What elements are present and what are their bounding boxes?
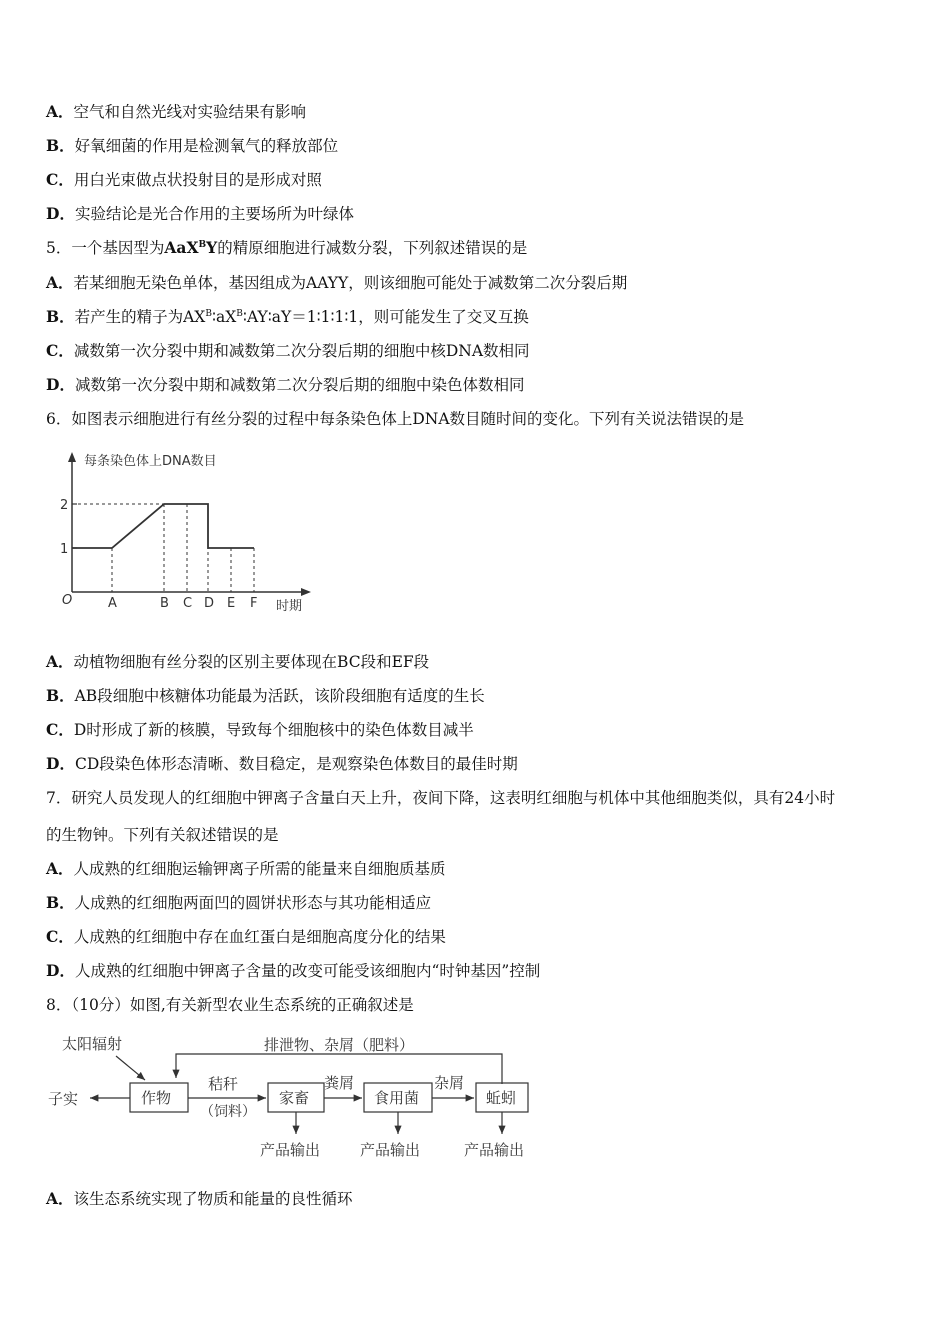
q4-option-b: B．好氧细菌的作用是检测氧气的释放部位 xyxy=(46,136,339,155)
x-tick-label: D xyxy=(204,596,215,611)
q4-option-d: D．实验结论是光合作用的主要场所为叶绿体 xyxy=(46,204,354,223)
q7-stem-line2: 的生物钟。下列有关叙述错误的是 xyxy=(46,826,279,844)
score: （10分） xyxy=(71,996,130,1014)
y-axis-label: 每条染色体上DNA数目 xyxy=(84,454,217,469)
x-tick-label: C xyxy=(183,596,193,611)
worm-output: 产品输出 xyxy=(464,1141,525,1159)
x-axis-label: 时期 xyxy=(276,599,303,614)
origin-label: O xyxy=(62,593,73,608)
series-line xyxy=(72,504,254,548)
livestock-label: 家畜 xyxy=(279,1089,310,1107)
x-tick-label: F xyxy=(250,596,258,611)
q7-option-a: A．人成熟的红细胞运输钾离子所需的能量来自细胞质基质 xyxy=(46,859,446,878)
manure-label: 粪屑 xyxy=(324,1074,355,1092)
q6-option-b: B．AB段细胞中核糖体功能最为活跃，该阶段细胞有适度的生长 xyxy=(46,686,485,705)
q6-option-d: D．CD段染色体形态清晰、数目稳定，是观察染色体数目的最佳时期 xyxy=(46,754,518,773)
q7-option-c: C．人成熟的红细胞中存在血红蛋白是细胞高度分化的结果 xyxy=(46,927,446,946)
feed-label: （饲料） xyxy=(200,1104,256,1120)
q5-option-c: C．减数第一次分裂中期和减数第二次分裂后期的细胞中核DNA数相同 xyxy=(46,341,530,360)
sun-label: 太阳辐射 xyxy=(62,1035,123,1053)
seed-label: 子实 xyxy=(48,1090,79,1108)
q4-option-c: C．用白光束做点状投射目的是形成对照 xyxy=(46,170,322,189)
q6-stem: 6．如图表示细胞进行有丝分裂的过程中每条染色体上DNA数目随时间的变化。下列有关说法错误的是 xyxy=(46,410,745,428)
x-tick-label: E xyxy=(227,596,236,611)
x-tick-label: B xyxy=(160,596,169,611)
q7-option-d: D．人成熟的红细胞中钾离子含量的改变可能受该细胞内“时钟基因”控制 xyxy=(46,961,541,980)
question-number: 6． xyxy=(46,410,72,428)
q4-option-a: A．空气和自然光线对实验结果有影响 xyxy=(46,102,307,121)
fungus-label: 食用菌 xyxy=(374,1089,420,1107)
y-tick-label: 2 xyxy=(60,498,69,513)
question-number: 8． xyxy=(46,996,72,1014)
y-axis-arrow xyxy=(68,452,76,462)
q5-option-d: D．减数第一次分裂中期和减数第二次分裂后期的细胞中染色体数相同 xyxy=(46,375,525,394)
q8-stem: 8．（10分）如图,有关新型农业生态系统的正确叙述是 xyxy=(46,996,414,1014)
x-axis-arrow xyxy=(301,588,311,596)
debris-label: 杂屑 xyxy=(434,1074,465,1092)
fungus-output: 产品输出 xyxy=(360,1141,421,1159)
question-number: 5． xyxy=(46,239,72,257)
y-tick-label: 1 xyxy=(60,542,69,557)
eco-diagram xyxy=(44,1028,544,1168)
straw-label: 秸秆 xyxy=(208,1075,239,1093)
q5-stem: 5．一个基因型为AaX$^B$Y的精原细胞进行减数分裂，下列叙述错误的是 xyxy=(46,238,528,257)
x-tick-label: A xyxy=(108,596,117,611)
q6-option-a: A．动植物细胞有丝分裂的区别主要体现在BC段和EF段 xyxy=(46,652,430,671)
crop-label: 作物 xyxy=(141,1089,172,1107)
q8-option-a: A．该生态系统实现了物质和能量的良性循环 xyxy=(46,1189,353,1208)
question-number: 7． xyxy=(46,789,72,807)
q7-stem-line1: 7．研究人员发现人的红细胞中钾离子含量白天上升，夜间下降，这表明红细胞与机体中其他细胞类似，具有24小时 xyxy=(46,789,836,807)
q6-option-c: C．D时形成了新的核膜，导致每个细胞核中的染色体数目减半 xyxy=(46,720,474,739)
worm-label: 蚯蚓 xyxy=(486,1089,517,1107)
q7-option-b: B．人成熟的红细胞两面凹的圆饼状形态与其功能相适应 xyxy=(46,893,432,912)
q5-option-a: A．若某细胞无染色单体，基因组成为AAYY，则该细胞可能处于减数第二次分裂后期 xyxy=(46,273,628,292)
sun-arrow xyxy=(116,1056,145,1080)
dna-chart xyxy=(50,448,320,620)
q5-option-b: B．若产生的精子为$AX^B∶aX^B∶AY∶aY=1∶1∶1∶1$，则可能发生了交叉互换 xyxy=(46,307,529,326)
livestock-output: 产品输出 xyxy=(260,1141,321,1159)
feedback-label: 排泄物、杂屑（肥料） xyxy=(264,1036,415,1054)
